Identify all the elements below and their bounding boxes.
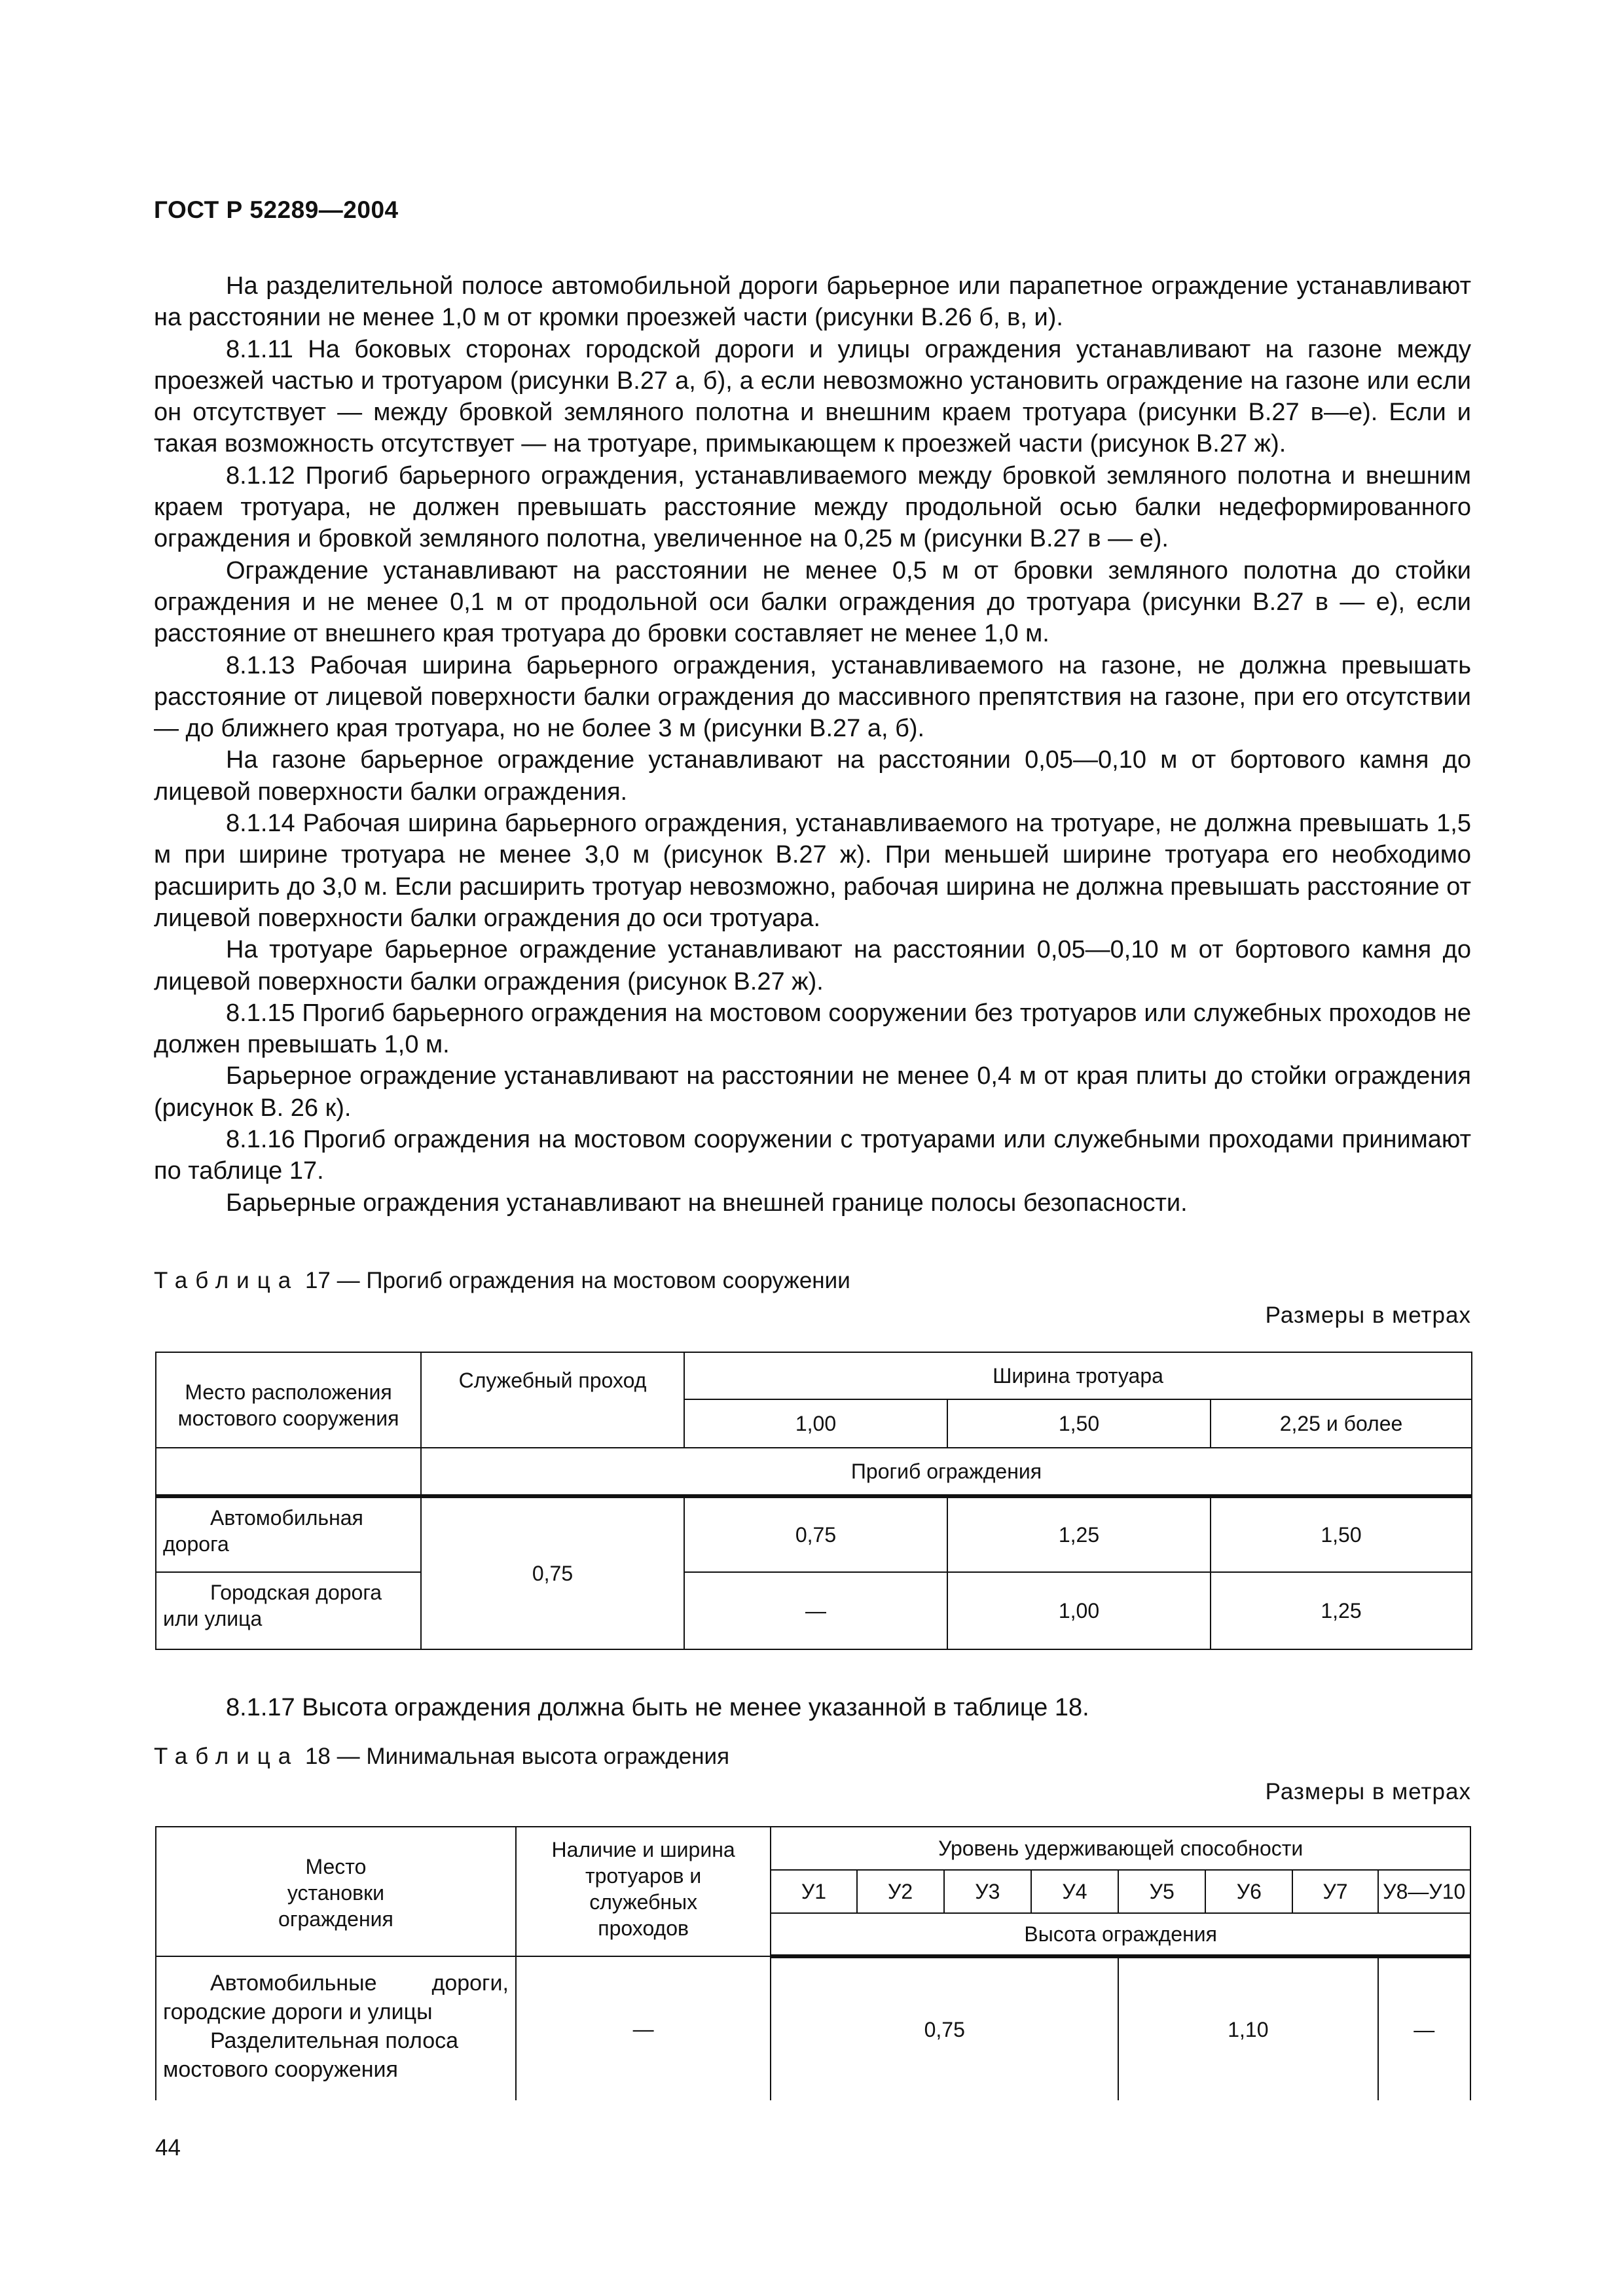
paragraph: Барьерное ограждение устанавливают на расстоянии не менее 0,4 м от края плиты до стойки ограждения (рисунок В. 26 к). <box>154 1062 1471 1122</box>
table18-caption <box>154 1742 729 1771</box>
table17-cell: — <box>684 1572 947 1649</box>
table18-level-u7: У7 <box>1292 1870 1377 1913</box>
paragraph: 8.1.13 Рабочая ширина барьерного ограждения, устанавливаемого на газоне, не должна превышать расстояние от лицевой поверхности балки ограждения до массивного препятствия на газоне, при его отсутствии — до ближнего края тротуара, но не более 3 м (рисунки В.27 а, б). <box>154 651 1471 743</box>
table17 <box>155 1352 1472 1650</box>
table17-row-location: Автомобильная дорога <box>156 1496 421 1572</box>
document-header: ГОСТ Р 52289—2004 <box>154 196 399 223</box>
table17-cell: 1,25 <box>1211 1572 1472 1649</box>
table18-units: Размеры в метрах <box>1265 1779 1471 1804</box>
page-number: 44 <box>155 2135 181 2161</box>
table18-header-place: Место установки ограждения <box>156 1827 516 1956</box>
table17-width-1: 1,00 <box>684 1399 947 1448</box>
table18-value-u5-u7: 1,10 <box>1118 1956 1378 2100</box>
table17-cell: 0,75 <box>684 1496 947 1572</box>
table18-level-u8-u10: У8—У10 <box>1378 1870 1470 1913</box>
table18-value-u1-u4: 0,75 <box>771 1956 1118 2100</box>
table18-subheader: Высота ограждения <box>771 1913 1470 1956</box>
table18-level-u1: У1 <box>771 1870 856 1913</box>
table17-caption <box>154 1266 850 1295</box>
table18-level-u5: У5 <box>1118 1870 1205 1913</box>
table17-header-width: Ширина тротуара <box>684 1352 1472 1399</box>
table18-row-place-2: Разделительная полоса мостового сооружения <box>163 2028 459 2082</box>
paragraph: Барьерные ограждения устанавливают на внешней границе полосы безопасности. <box>226 1189 1188 1217</box>
body-text <box>154 270 1471 1219</box>
table17-caption-label: Таблица <box>154 1268 299 1293</box>
table18-level-u6: У6 <box>1205 1870 1292 1913</box>
paragraph: На тротуаре барьерное ограждение устанавливают на расстоянии 0,05—0,10 м от бортового камня до лицевой поверхности балки ограждения (рисунок В.27 ж). <box>154 936 1471 996</box>
table18-header-presence: Наличие и ширина тротуаров и служебных проходов <box>516 1827 771 1956</box>
table18-value-u8-u10: — <box>1378 1956 1470 2100</box>
paragraph: Ограждение устанавливают на расстоянии не менее 0,5 м от бровки земляного полотна до стойки ограждения и не менее 0,1 м от продольной оси балки ограждения до тротуара (рисунки В.27 в — е), если расстояние от внешнего края тротуара до бровки составляет не менее 1,0 м. <box>154 556 1471 648</box>
table18-row-place <box>156 1956 516 2100</box>
paragraph: 8.1.14 Рабочая ширина барьерного ограждения, устанавливаемого на тротуаре, не должна превышать 1,5 м при ширине тротуара не менее 3,0 м (рисунок В.27 ж). При меньшей ширине тротуара его необходимо расширить до 3,0 м. Если расширить тротуар невозможно, рабочая ширина не должна превышать расстояние от лицевой поверхности балки ограждения до оси тротуара. <box>154 810 1471 932</box>
paragraph: 8.1.15 Прогиб барьерного ограждения на мостовом сооружении без тротуаров или служебных проходов не должен превышать 1,0 м. <box>154 999 1471 1059</box>
table17-header-service: Служебный проход <box>421 1352 684 1448</box>
table17-width-3: 2,25 и более <box>1211 1399 1472 1448</box>
table18-row-place-1: Автомобильные дороги, городские дороги и улицы <box>163 1971 509 2024</box>
paragraph: 8.1.11 На боковых сторонах городской дороги и улицы ограждения устанавливают на газоне между проезжей частью и тротуаром (рисунки В.27 а, б), а если невозможно установить ограждение на газоне или если он отсутствует — между бровкой земляного полотна и внешним краем тротуара (рисунки В.27 в—е). Если и такая возможность отсутствует — на тротуаре, примыкающем к проезжей части (рисунок В.27 ж). <box>154 335 1471 458</box>
table18 <box>155 1826 1471 2100</box>
table17-header-location-continued <box>156 1448 421 1496</box>
table17-subheader: Прогиб ограждения <box>421 1448 1472 1496</box>
paragraph: 8.1.12 Прогиб барьерного ограждения, устанавливаемого между бровкой земляного полотна и внешним краем тротуара, не должен превышать расстояние между продольной осью балки недеформированного ограждения и бровкой земляного полотна, увеличенное на 0,25 м (рисунки В.27 в — е). <box>154 461 1471 553</box>
table17-cell: 1,50 <box>1211 1496 1472 1572</box>
table18-level-u4: У4 <box>1031 1870 1118 1913</box>
table18-level-u3: У3 <box>944 1870 1031 1913</box>
paragraph: На газоне барьерное ограждение устанавливают на расстоянии 0,05—0,10 м от бортового камня до лицевой поверхности балки ограждения. <box>154 746 1471 806</box>
table18-caption-label: Таблица <box>154 1744 299 1769</box>
table17-row-location: Городская дорога или улица <box>156 1572 421 1649</box>
table18-caption-text: 18 — Минимальная высота ограждения <box>304 1744 730 1769</box>
paragraph-8-1-17: 8.1.17 Высота ограждения должна быть не менее указанной в таблице 18. <box>226 1694 1089 1721</box>
table17-cell: 1,00 <box>947 1572 1211 1649</box>
table17-units: Размеры в метрах <box>1265 1302 1471 1328</box>
paragraph: 8.1.16 Прогиб ограждения на мостовом сооружении с тротуарами или служебными проходами принимают по таблице 17. <box>154 1126 1471 1185</box>
table17-width-2: 1,50 <box>947 1399 1211 1448</box>
table18-level-u2: У2 <box>857 1870 944 1913</box>
table17-caption-text: 17 — Прогиб ограждения на мостовом сооружении <box>304 1268 850 1293</box>
paragraph: На разделительной полосе автомобильной дороги барьерное или парапетное ограждение устанавливают на расстоянии не менее 1,0 м от кромки проезжей части (рисунки В.26 б, в, и). <box>154 272 1471 332</box>
table17-header-location: Место расположения мостового сооружения <box>156 1352 421 1448</box>
table18-header-level: Уровень удерживающей способности <box>771 1827 1470 1870</box>
table17-cell: 1,25 <box>947 1496 1211 1572</box>
table17-service-value: 0,75 <box>421 1496 684 1649</box>
table18-row-presence: — <box>516 1956 771 2100</box>
